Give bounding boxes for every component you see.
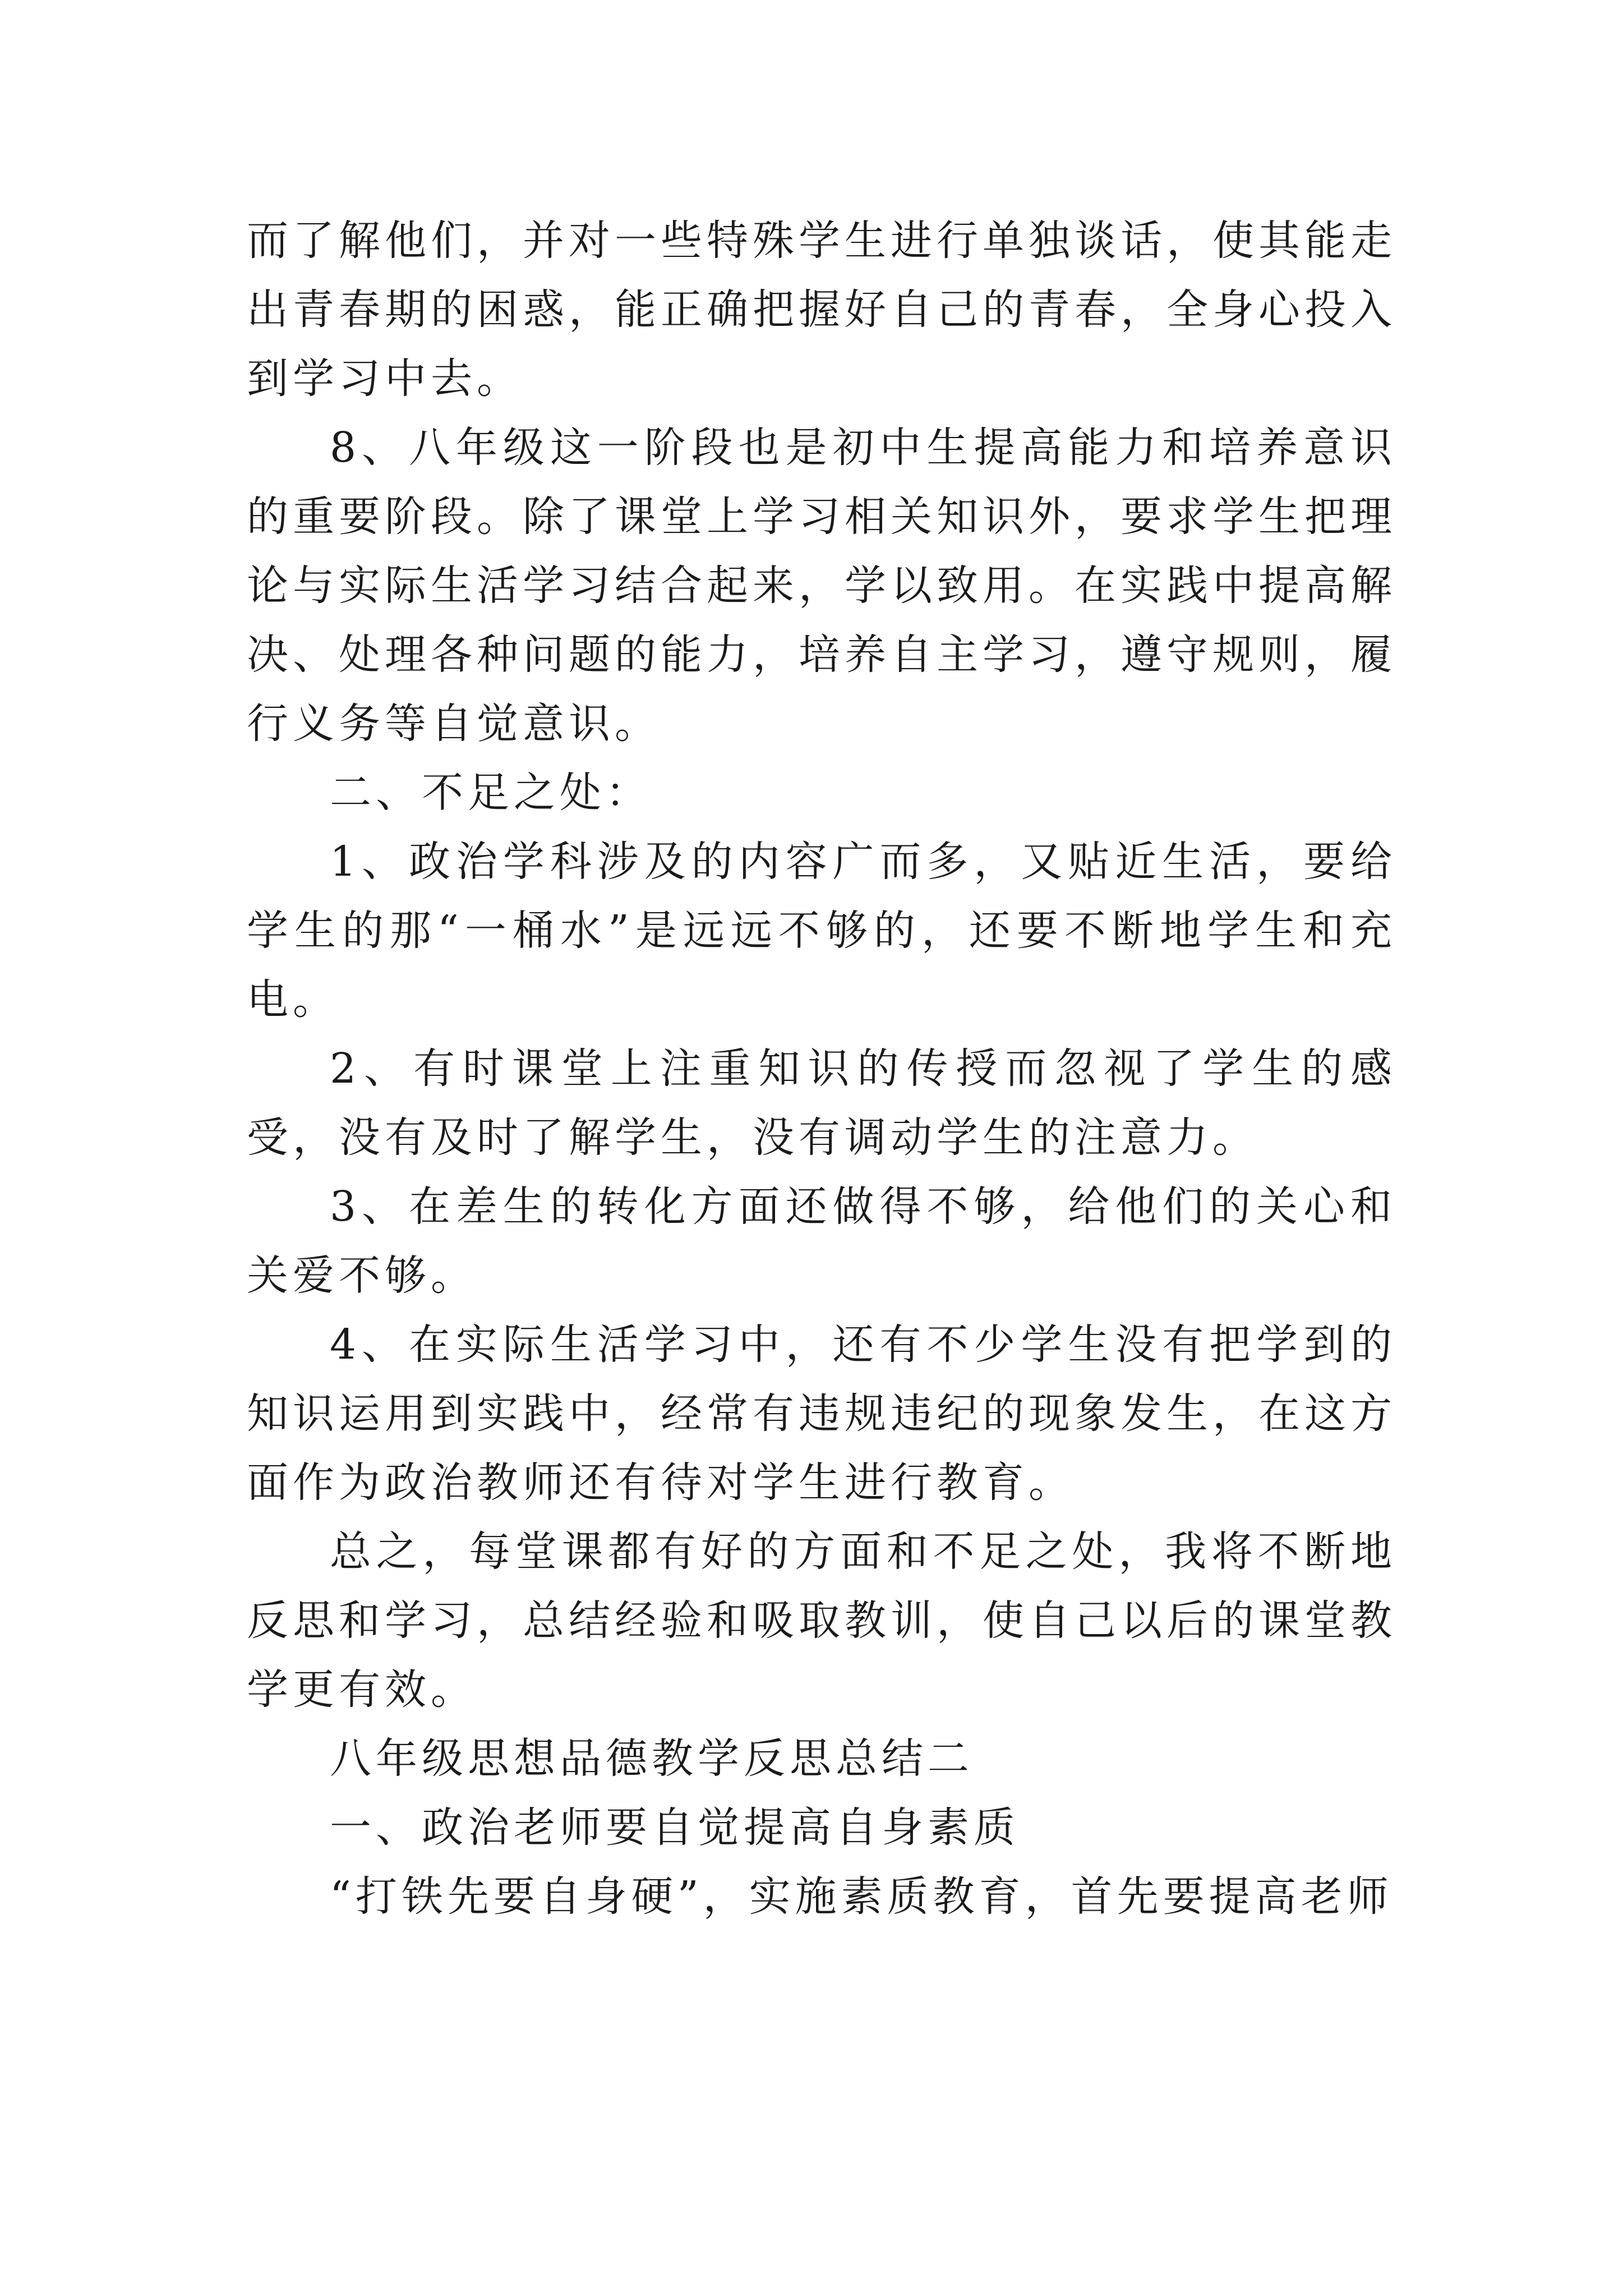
paragraph-item-8: 8、八年级这一阶段也是初中生提高能力和培养意识的重要阶段。除了课堂上学习相关知识外，要求学生把理论与实际生活学习结合起来，学以致用。在实践中提高解决、处理各种问题的能力，培养自主学习，遵守规则，履行义务等自觉意识。: [247, 424, 1396, 748]
paragraph-conclusion: 总之，每堂课都有好的方面和不足之处，我将不断地反思和学习，总结经验和吸取教训，使自己以后的课堂教学更有效。: [247, 1527, 1396, 1714]
paragraph-quality-intro: “打铁先要自身硬”，实施素质教育，首先要提高老师: [330, 1872, 1393, 1921]
document-body: [247, 206, 1396, 1931]
paragraph-shortcoming-1: 1、政治学科涉及的内容广而多，又贴近生活，要给学生的那“一桶水”是远远不够的，还要不断地学生和充电。: [247, 838, 1396, 1024]
paragraph-shortcoming-4: 4、在实际生活学习中，还有不少学生没有把学到的知识运用到实践中，经常有违规违纪的现象发生，在这方面作为政治教师还有待对学生进行教育。: [247, 1320, 1396, 1507]
paragraph-shortcoming-3: 3、在差生的转化方面还做得不够，给他们的关心和关爱不够。: [247, 1182, 1396, 1300]
section-heading-shortcomings: 二、不足之处：: [330, 769, 652, 817]
section-heading-teacher-quality: 一、政治老师要自觉提高自身素质: [330, 1803, 1020, 1852]
paragraph-continuation: 而了解他们，并对一些特殊学生进行单独谈话，使其能走出青春期的困惑，能正确把握好自己的青春，全身心投入到学习中去。: [247, 217, 1396, 403]
paragraph-shortcoming-2: 2、有时课堂上注重知识的传授而忽视了学生的感受，没有及时了解学生，没有调动学生的注意力。: [247, 1045, 1396, 1162]
section-title-summary-two: 八年级思想品德教学反思总结二: [330, 1734, 974, 1783]
